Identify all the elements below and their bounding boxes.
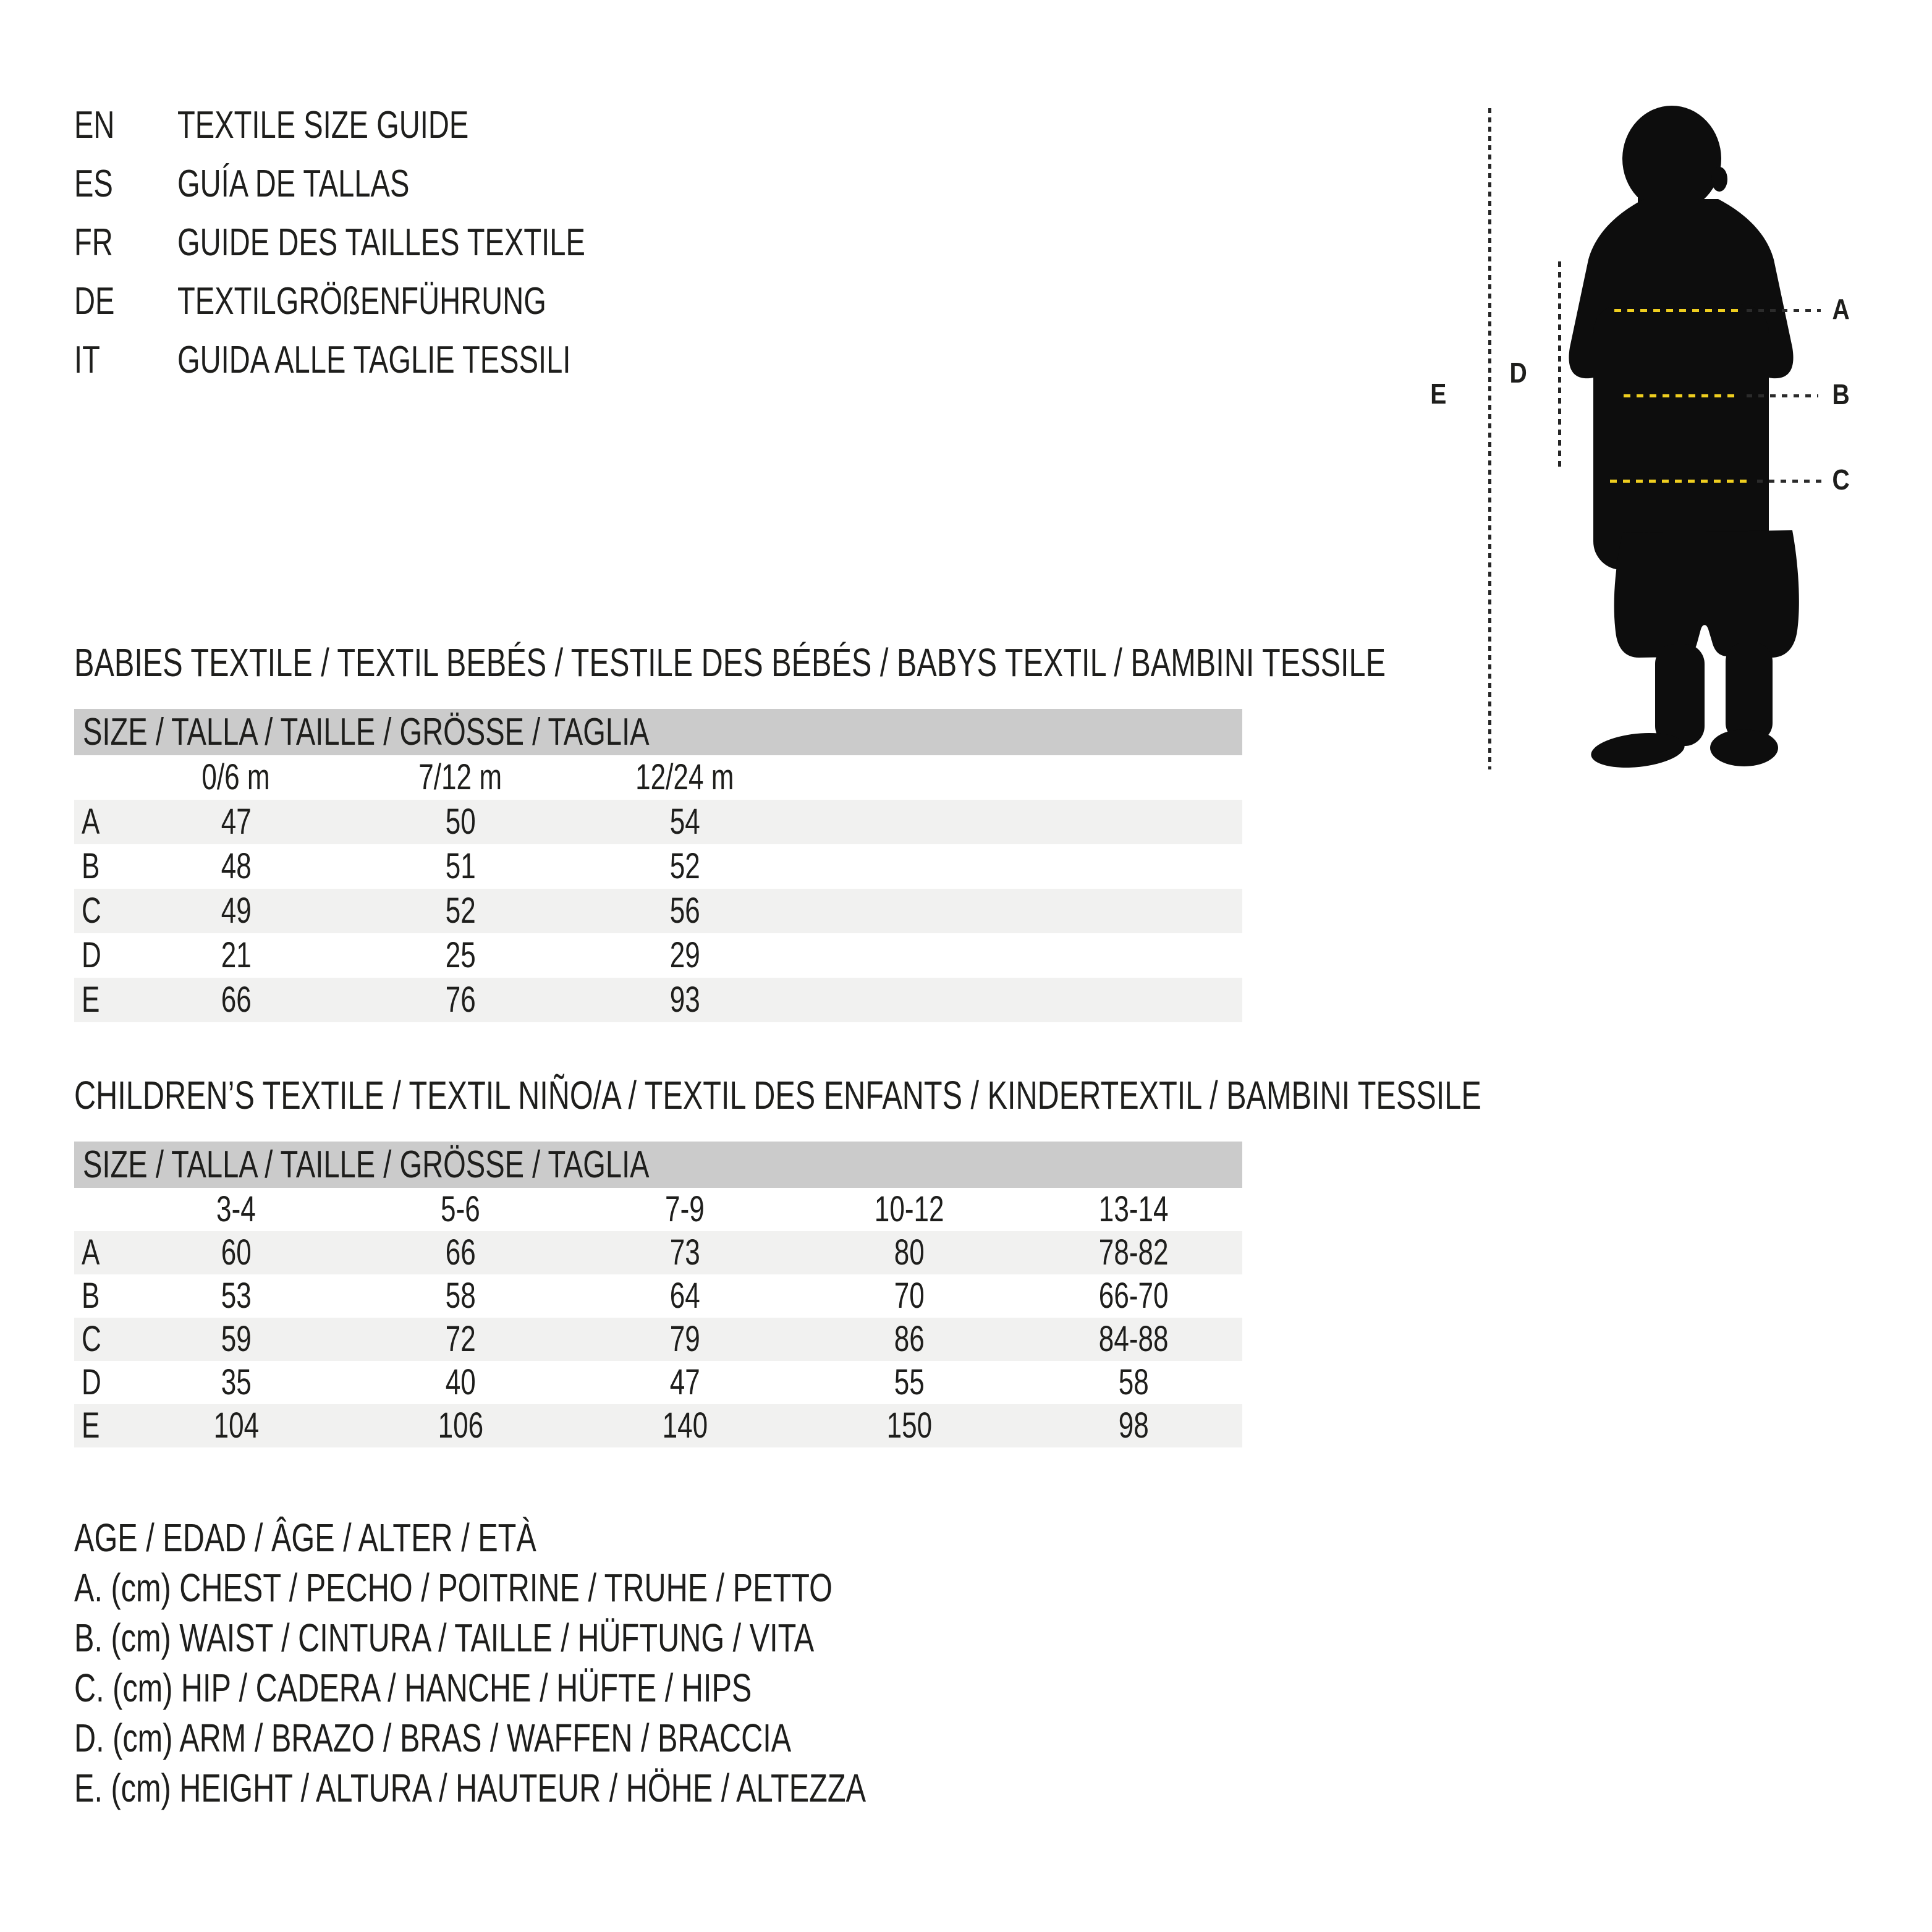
language-title: TEXTILGRÖßENFÜHRUNG [177, 280, 547, 323]
row-label: A [82, 802, 100, 842]
column-header: 5-6 [441, 1189, 480, 1229]
legend-chest-line: A. (cm) CHEST / PECHO / POITRINE / TRUHE / PETTO [74, 1566, 833, 1610]
table-row [74, 978, 1242, 1022]
figure-label-d: D [1509, 357, 1527, 389]
waist-measure-leader [1747, 394, 1818, 397]
figure-label-b: B [1832, 378, 1850, 410]
table-row [74, 1361, 1242, 1404]
measurement-legend [74, 1513, 1116, 1813]
children-section-title: CHILDREN’S TEXTILE / TEXTIL NIÑO/A / TEXTIL DES ENFANTS / KINDERTEXTIL / BAMBINI TESSILE [74, 1073, 1481, 1117]
row-label: C [82, 891, 101, 931]
children-size-table [74, 1142, 1242, 1447]
table-value: 35 [221, 1362, 252, 1402]
table-value: 54 [669, 802, 700, 842]
table-value: 60 [221, 1232, 252, 1273]
table-row [74, 933, 1242, 978]
table-value: 76 [445, 980, 476, 1020]
language-title: GUÍA DE TALLAS [177, 163, 410, 205]
language-title: GUIDE DES TAILLES TEXTILE [177, 221, 586, 264]
table-value: 52 [669, 846, 700, 886]
row-label: A [82, 1232, 100, 1273]
chest-measure-leader [1747, 309, 1821, 312]
language-code: FR [74, 221, 113, 264]
language-row-it [74, 331, 714, 389]
size-header-bar: SIZE / TALLA / TAILLE / GRÖSSE / TAGLIA [74, 1142, 1242, 1188]
language-title: TEXTILE SIZE GUIDE [177, 104, 469, 146]
language-code: EN [74, 104, 115, 146]
table-value: 25 [445, 935, 476, 975]
language-list [74, 96, 714, 389]
arm-measure-line-d [1558, 261, 1561, 472]
table-value: 70 [894, 1276, 925, 1316]
table-value: 49 [221, 891, 252, 931]
column-header: 10-12 [874, 1189, 944, 1229]
figure-label-e: E [1430, 378, 1447, 410]
table-value: 50 [445, 802, 476, 842]
row-label: C [82, 1319, 101, 1359]
size-header-bar: SIZE / TALLA / TAILLE / GRÖSSE / TAGLIA [74, 709, 1242, 755]
hip-measure-leader [1757, 480, 1822, 483]
table-value: 53 [221, 1276, 252, 1316]
table-value: 80 [894, 1232, 925, 1273]
column-header-row [74, 755, 1242, 800]
table-value: 140 [662, 1405, 708, 1446]
table-value: 93 [669, 980, 700, 1020]
language-row-en [74, 96, 714, 155]
column-header: 12/24 m [635, 757, 734, 797]
legend-arm-line: D. (cm) ARM / BRAZO / BRAS / WAFFEN / BRACCIA [74, 1716, 792, 1760]
table-value: 58 [1118, 1362, 1149, 1402]
table-value: 52 [445, 891, 476, 931]
language-code: IT [74, 339, 100, 381]
table-value: 79 [669, 1319, 700, 1359]
table-value: 64 [669, 1276, 700, 1316]
table-value: 21 [221, 935, 252, 975]
table-value: 59 [221, 1319, 252, 1359]
table-row [74, 1231, 1242, 1274]
table-row [74, 889, 1242, 933]
column-header-row [74, 1188, 1242, 1231]
legend-waist-line: B. (cm) WAIST / CINTURA / TAILLE / HÜFTUNG / VITA [74, 1616, 815, 1660]
table-value: 73 [669, 1232, 700, 1273]
table-row [74, 844, 1242, 889]
table-value: 98 [1118, 1405, 1149, 1446]
figure-label-a: A [1832, 293, 1850, 325]
table-value: 72 [445, 1319, 476, 1359]
legend-hip-line: C. (cm) HIP / CADERA / HANCHE / HÜFTE / HIPS [74, 1666, 752, 1710]
column-header: 0/6 m [201, 757, 271, 797]
table-row [74, 1274, 1242, 1318]
table-row [74, 1318, 1242, 1361]
row-label: D [82, 1362, 101, 1402]
column-header: 7-9 [665, 1189, 705, 1229]
row-label: E [82, 980, 100, 1020]
table-value: 58 [445, 1276, 476, 1316]
column-header: 13-14 [1098, 1189, 1169, 1229]
language-row-es [74, 155, 714, 213]
table-value: 47 [669, 1362, 700, 1402]
row-label: B [82, 846, 100, 886]
table-value: 66 [445, 1232, 476, 1273]
column-header: 3-4 [216, 1189, 256, 1229]
language-title: GUIDA ALLE TAGLIE TESSILI [177, 339, 571, 381]
table-value: 66 [221, 980, 252, 1020]
legend-age-line: AGE / EDAD / ÂGE / ALTER / ETÀ [74, 1515, 536, 1560]
table-value: 86 [894, 1319, 925, 1359]
table-value: 40 [445, 1362, 476, 1402]
table-row [74, 800, 1242, 844]
language-row-de [74, 272, 714, 331]
table-value: 66-70 [1098, 1276, 1169, 1316]
table-row [74, 1404, 1242, 1447]
row-label: D [82, 935, 101, 975]
language-code: DE [74, 280, 115, 323]
chest-measure-dashes [1614, 309, 1742, 312]
table-value: 84-88 [1098, 1319, 1169, 1359]
babies-section-title: BABIES TEXTILE / TEXTIL BEBÉS / TESTILE DES BÉBÉS / BABYS TEXTIL / BAMBINI TESSILE [74, 640, 1386, 685]
language-code: ES [74, 163, 113, 205]
table-value: 29 [669, 935, 700, 975]
column-header: 7/12 m [418, 757, 502, 797]
hip-measure-dashes [1610, 480, 1752, 483]
legend-height-line: E. (cm) HEIGHT / ALTURA / HAUTEUR / HÖHE / ALTEZZA [74, 1766, 866, 1810]
table-value: 47 [221, 802, 252, 842]
table-value: 48 [221, 846, 252, 886]
table-value: 56 [669, 891, 700, 931]
table-value: 106 [438, 1405, 483, 1446]
table-value: 51 [445, 846, 476, 886]
waist-measure-dashes [1624, 394, 1738, 397]
table-value: 150 [886, 1405, 932, 1446]
row-label: B [82, 1276, 100, 1316]
figure-label-c: C [1832, 464, 1850, 496]
table-value: 104 [213, 1405, 259, 1446]
language-row-fr [74, 213, 714, 272]
table-value: 78-82 [1098, 1232, 1169, 1273]
row-label: E [82, 1405, 100, 1446]
table-value: 55 [894, 1362, 925, 1402]
babies-size-table [74, 709, 1242, 1022]
